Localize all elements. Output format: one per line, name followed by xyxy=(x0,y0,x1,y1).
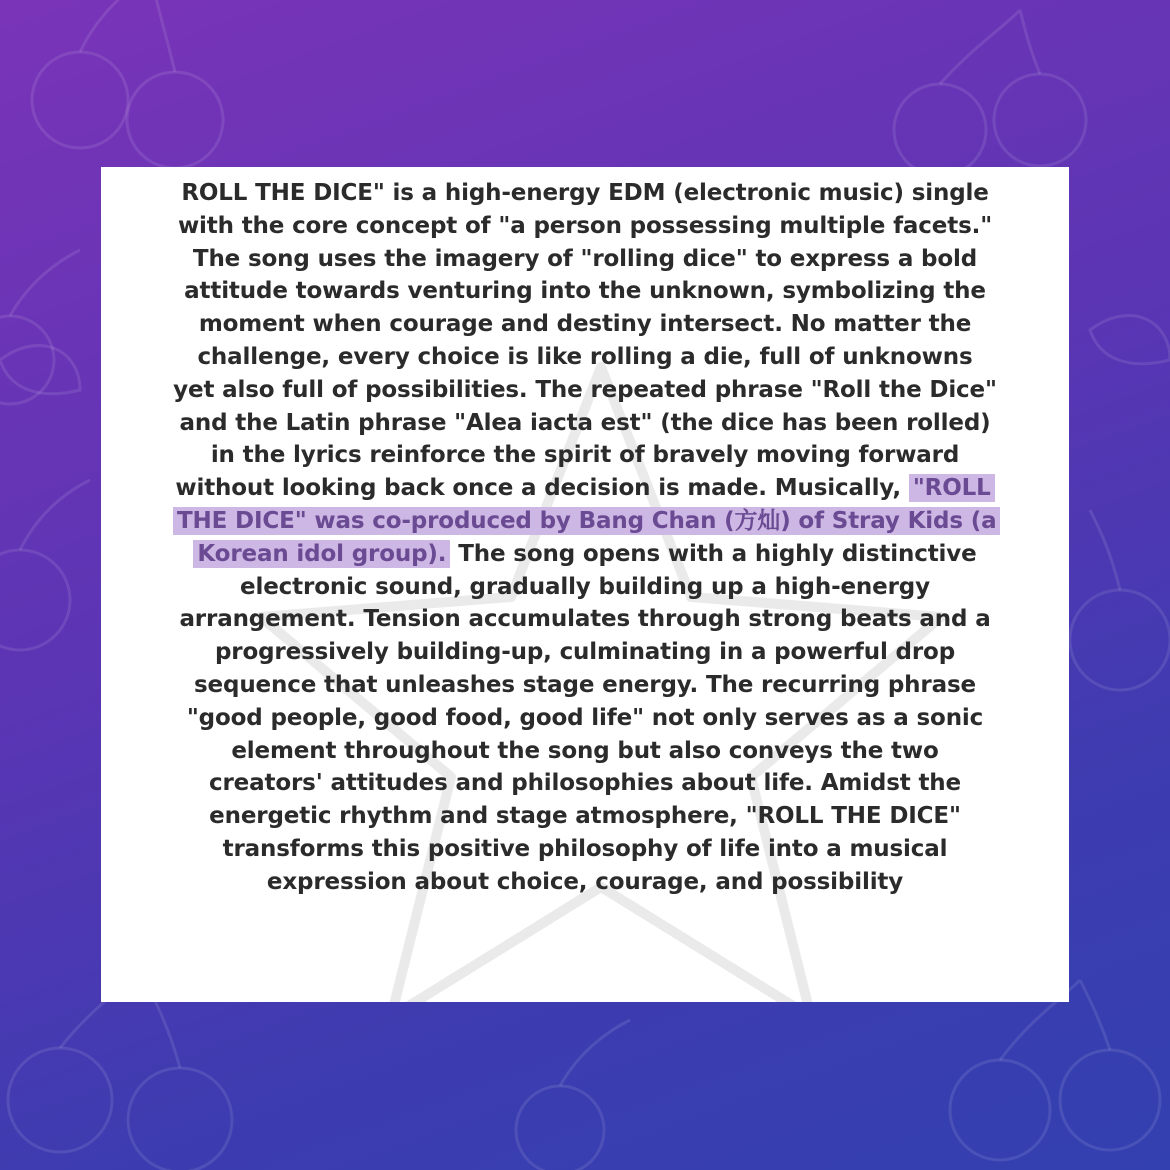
leaf-icon xyxy=(1090,316,1170,364)
cherry-icon xyxy=(894,10,1086,176)
leaf-icon xyxy=(0,346,80,394)
article-paragraph xyxy=(173,177,997,899)
cherry-icon xyxy=(0,250,80,404)
text-card xyxy=(101,167,1069,1002)
article-text-after: The song opens with a highly distinctive electronic sound, gradually building up a high-energy arrangement. Tension accumulates through strong beats and a progressively building-up, culminating in a powerful drop sequence that unleashes stage energy. The recurring phrase "good people, good food, good life" not only serves as a sonic element throughout the song but also conveys the two creators' attitudes and philosophies about life. Amidst the energetic rhythm and stage atmosphere, "ROLL THE DICE" transforms this positive philosophy of life into a musical expression about choice, courage, and possibility xyxy=(179,540,991,895)
cherry-icon xyxy=(32,0,223,168)
cherry-icon xyxy=(950,980,1160,1160)
article-text-before: ROLL THE DICE" is a high-energy EDM (electronic music) single with the core concept of "a person possessing multiple facets." The song uses the imagery of "rolling dice" to express a bold attitude towards venturing into the unknown, symbolizing the moment when courage and destiny intersect. No matter the challenge, every choice is like rolling a die, full of unknowns yet also full of possibilities. The repeated phrase "Roll the Dice" and the Latin phrase "Alea iacta est" (the dice has been rolled) in the lyrics reinforce the spirit of bravely moving forward without looking back once a decision is made. Musically, xyxy=(173,180,997,502)
highlighted-passage: "ROLL THE DICE" was co-produced by Bang Chan (方灿) of Stray Kids (a Korean idol group). xyxy=(173,474,1000,568)
cherry-icon xyxy=(1070,510,1170,690)
cherry-icon xyxy=(0,480,90,650)
cherry-icon xyxy=(516,1020,630,1170)
